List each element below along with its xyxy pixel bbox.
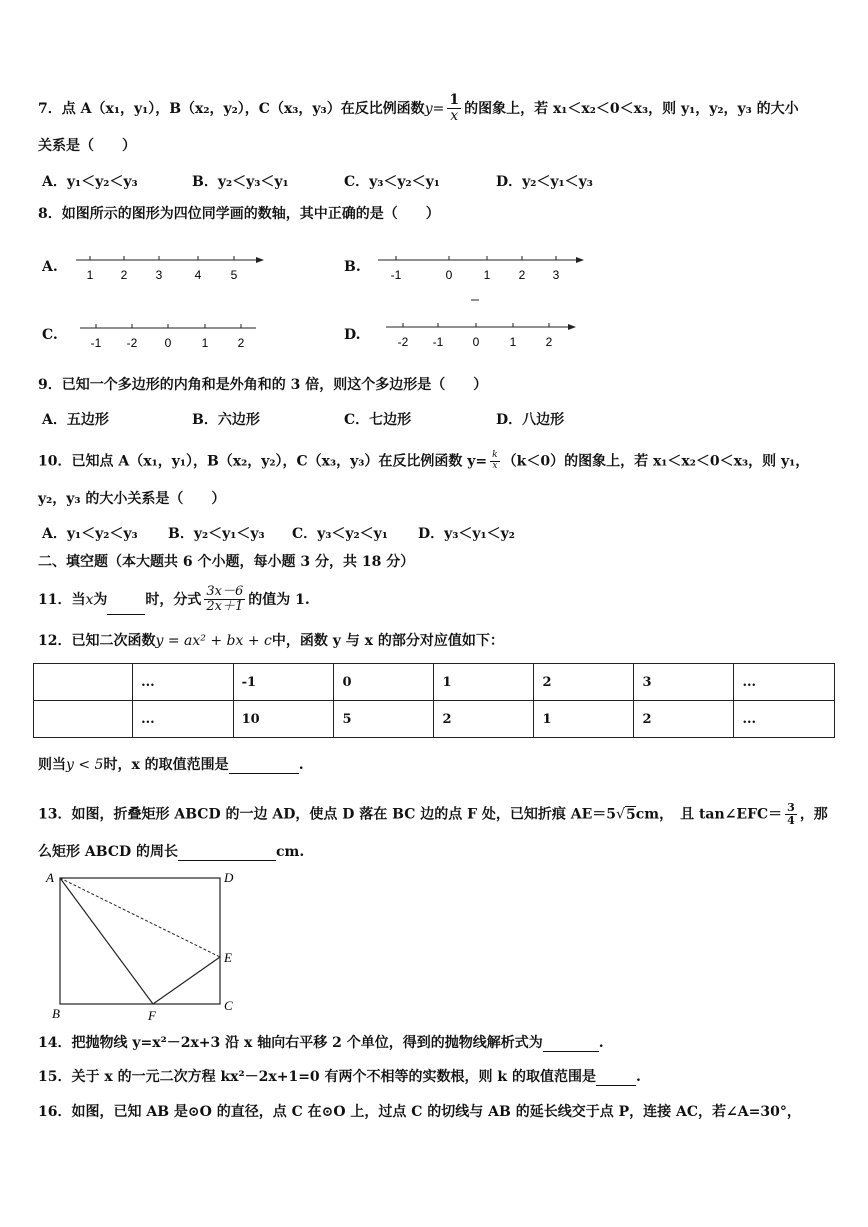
q11-post2: 的值为 1. bbox=[248, 591, 310, 608]
q10-fn-num: k bbox=[492, 450, 498, 460]
q13-line2-pre: 么矩形 ABCD 的周长 bbox=[38, 844, 178, 860]
axis-d-tick-label: -2 bbox=[397, 335, 409, 349]
q13-tan-fraction bbox=[785, 802, 797, 827]
axis-c-tick-label: 1 bbox=[201, 336, 209, 350]
q11-num: 3x－6 bbox=[206, 584, 244, 599]
q11-mid: 为 bbox=[93, 591, 108, 608]
q10-line2: y₂，y₃ 的大小关系是（ ） bbox=[38, 491, 226, 507]
q11-post1: 时，分式 bbox=[145, 591, 202, 608]
q7-option-d: D．y₂＜y₁＜y₃ bbox=[496, 174, 593, 190]
q15-line bbox=[38, 1068, 641, 1086]
q10-fn-den: x bbox=[492, 460, 498, 471]
q11-pre: 11．当 bbox=[38, 591, 86, 608]
q8-label-c: C. bbox=[42, 327, 58, 343]
q11-den: 2x＋1 bbox=[206, 599, 244, 615]
point-c-label: C bbox=[224, 998, 233, 1013]
table-cell: 10 bbox=[233, 701, 334, 738]
q7-fn-var: y= bbox=[424, 100, 445, 117]
q12-answer-blank bbox=[229, 759, 299, 774]
q12-post: 中，函数 y 与 x 的部分对应值如下： bbox=[271, 633, 504, 649]
q7-line1-pre: 7．点 A（x₁，y₁），B（x₂，y₂），C（x₃，y₃）在反比例函数 bbox=[38, 100, 425, 117]
q12-after-post: 时，x 的取值范围是 bbox=[103, 757, 229, 773]
number-line-d bbox=[384, 318, 580, 352]
section-2-heading: 二、填空题（本大题共 6 个小题，每小题 3 分，共 18 分） bbox=[38, 554, 415, 570]
axis-d-tick-label: 2 bbox=[545, 335, 553, 349]
table-cell: -1 bbox=[233, 664, 334, 701]
table-cell bbox=[34, 664, 133, 701]
q7-line1 bbox=[38, 93, 799, 125]
axis-c-tick-label: -2 bbox=[126, 336, 138, 350]
q11-line bbox=[38, 585, 310, 615]
q13-sqrt-value: 5 bbox=[625, 806, 636, 823]
q15-text: 15．关于 x 的一元二次方程 kx²－2x+1=0 有两个不相等的实数根，则 k 的取值范围是 bbox=[38, 1069, 596, 1085]
q9-option-a: A．五边形 bbox=[42, 412, 109, 428]
q12-after-end: . bbox=[298, 757, 304, 773]
rectangle-abcd bbox=[60, 878, 220, 1004]
number-line-a bbox=[74, 252, 266, 284]
q12-after-line bbox=[38, 756, 304, 774]
table-cell: ... bbox=[133, 664, 233, 701]
point-e-label: E bbox=[224, 950, 232, 965]
table-row bbox=[34, 701, 835, 738]
table-cell: ... bbox=[734, 701, 835, 738]
table-cell: ... bbox=[133, 701, 233, 738]
q12-formula: y = ax² + bx + c bbox=[155, 633, 272, 649]
q13-line1-mid: cm， 且 tan∠EFC＝ bbox=[635, 806, 783, 823]
q15-answer-blank bbox=[596, 1071, 636, 1086]
axis-c-tick-label: 2 bbox=[237, 336, 245, 350]
q9-text: 9．已知一个多边形的内角和是外角和的 3 倍，则这个多边形是（ ） bbox=[38, 377, 488, 393]
axis-d-tick-label: -1 bbox=[432, 335, 444, 349]
axis-b-tick-label: 2 bbox=[518, 268, 526, 282]
table-cell bbox=[34, 701, 133, 738]
axis-b-tick-label: 1 bbox=[483, 268, 491, 282]
q11-var: x bbox=[85, 591, 94, 608]
axis-b-tick-label: 0 bbox=[445, 268, 453, 282]
segment-fe bbox=[153, 957, 220, 1004]
q8-label-d: D. bbox=[344, 327, 361, 343]
q10-line1-post: （k＜0）的图象上，若 x₁＜x₂＜0＜x₃，则 y₁， bbox=[502, 453, 810, 470]
axis-a-tick-label: 5 bbox=[230, 268, 238, 282]
q14-end: . bbox=[598, 1035, 604, 1051]
q10-option-a: A．y₁＜y₂＜y₃ bbox=[42, 526, 138, 542]
point-f-label: F bbox=[148, 1008, 156, 1023]
table-cell: 5 bbox=[334, 701, 434, 738]
axis-a-tick-label: 1 bbox=[86, 268, 94, 282]
q13-line1: 13．如图，折叠矩形 ABCD 的一边 AD，使点 D 落在 BC 边的点 F 处，已知折痕 AE＝5√5cm， 且 tan∠EFC＝ $\frac{3}{4}$ ，那 bbox=[38, 801, 828, 828]
q8-label-b: B. bbox=[344, 259, 361, 275]
point-b-label: B bbox=[52, 1006, 60, 1021]
q14-line bbox=[38, 1034, 604, 1052]
table-cell: 0 bbox=[334, 664, 434, 701]
q7-option-b: B．y₂＜y₃＜y₁ bbox=[192, 174, 289, 190]
q12-line bbox=[38, 632, 504, 650]
q10-fraction bbox=[490, 451, 499, 472]
q10-option-c: C．y₃＜y₂＜y₁ bbox=[292, 526, 388, 542]
q9-option-c: C．七边形 bbox=[344, 412, 412, 428]
axis-a-tick-label: 2 bbox=[120, 268, 128, 282]
table-cell: 2 bbox=[434, 701, 534, 738]
point-d-label: D bbox=[224, 870, 234, 885]
q10-option-d: D．y₃＜y₁＜y₂ bbox=[418, 526, 515, 542]
table-cell: 1 bbox=[534, 701, 634, 738]
q16-line: 16．如图，已知 AB 是⊙O 的直径，点 C 在⊙O 上，过点 C 的切线与 AB 的延长线交于点 P，连接 AC，若∠A=30°， bbox=[38, 1104, 801, 1120]
number-line-b bbox=[376, 252, 586, 308]
q13-tan-den: 4 bbox=[787, 814, 795, 828]
q7-fn-den: x bbox=[450, 108, 459, 125]
q10-line1-pre: 10．已知点 A（x₁，y₁），B（x₂，y₂），C（x₃，y₃）在反比例函数 y= bbox=[38, 453, 488, 470]
q10-line1 bbox=[38, 451, 809, 472]
q12-after-cond: y < 5 bbox=[66, 757, 104, 773]
crease-ae bbox=[60, 878, 220, 957]
axis-b-tick-label: -1 bbox=[390, 268, 402, 282]
q7-fraction bbox=[447, 93, 461, 125]
q7-line1-post: 的图象上，若 x₁＜x₂＜0＜x₃，则 y₁，y₂，y₃ 的大小 bbox=[464, 100, 799, 117]
q7-option-c: C．y₃＜y₂＜y₁ bbox=[344, 174, 440, 190]
q7-fn-num: 1 bbox=[449, 92, 460, 108]
axis-d-tick-label: 1 bbox=[509, 335, 517, 349]
q13-line1-post: ，那 bbox=[799, 806, 828, 823]
value-table bbox=[33, 663, 835, 738]
q12-pre: 12．已知二次函数 bbox=[38, 633, 156, 649]
axis-c-tick-label: -1 bbox=[90, 336, 102, 350]
q7-line2: 关系是（ ） bbox=[38, 138, 136, 154]
q14-answer-blank bbox=[543, 1037, 599, 1052]
segment-af bbox=[60, 878, 153, 1004]
axis-c-tick-label: 0 bbox=[164, 336, 172, 350]
q9-option-d: D．八边形 bbox=[496, 412, 565, 428]
axis-a-tick-label: 3 bbox=[155, 268, 163, 282]
q13-line2-post: cm. bbox=[276, 844, 305, 860]
q14-text: 14．把抛物线 y=x²－2x+3 沿 x 轴向右平移 2 个单位，得到的抛物线解析式为 bbox=[38, 1035, 543, 1051]
number-line-c bbox=[78, 320, 264, 352]
table-row bbox=[34, 664, 835, 701]
axis-b-tick-label: 3 bbox=[552, 268, 560, 282]
table-cell: 2 bbox=[534, 664, 634, 701]
q9-option-b: B．六边形 bbox=[192, 412, 260, 428]
q11-fraction bbox=[204, 585, 245, 615]
q12-after-pre: 则当 bbox=[38, 757, 66, 773]
q13-tan-num: 3 bbox=[787, 801, 795, 814]
q8-text: 8．如图所示的图形为四位同学画的数轴，其中正确的是（ ） bbox=[38, 206, 440, 222]
q13-line2 bbox=[38, 843, 304, 861]
q13-answer-blank bbox=[178, 846, 276, 861]
axis-d-tick-label: 0 bbox=[472, 335, 480, 349]
q11-answer-blank bbox=[107, 600, 145, 615]
table-cell: 1 bbox=[434, 664, 534, 701]
axis-a-tick-label: 4 bbox=[194, 268, 202, 282]
table-cell: ... bbox=[734, 664, 835, 701]
q8-label-a: A. bbox=[42, 259, 58, 275]
q7-option-a: A．y₁＜y₂＜y₃ bbox=[42, 174, 138, 190]
q15-end: . bbox=[635, 1069, 641, 1085]
table-cell: 3 bbox=[634, 664, 734, 701]
rectangle-fold-figure bbox=[40, 864, 250, 1024]
q13-line1-pre: 13．如图，折叠矩形 ABCD 的一边 AD，使点 D 落在 BC 边的点 F 处，已知折痕 AE＝5 bbox=[38, 806, 617, 823]
q10-option-b: B．y₂＜y₁＜y₃ bbox=[168, 526, 265, 542]
point-a-label: A bbox=[46, 870, 54, 885]
table-cell: 2 bbox=[634, 701, 734, 738]
